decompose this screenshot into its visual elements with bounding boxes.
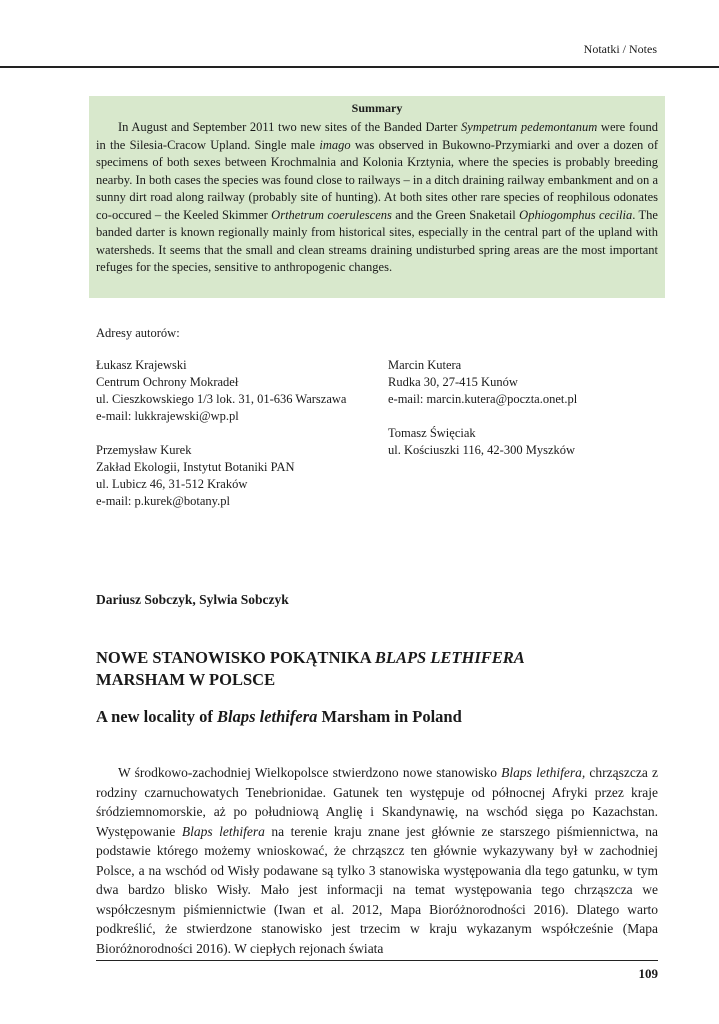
footer-rule xyxy=(96,960,658,961)
running-header: Notatki / Notes xyxy=(583,42,657,56)
address-block: Łukasz Krajewski Centrum Ochrony Mokradeł ul. Cieszkowskiego 1/3 lok. 31, 01-636 Warszawa e-mail: lukkrajewski@wp.pl xyxy=(96,358,347,423)
article-authors: Dariusz Sobczyk, Sylwia Sobczyk xyxy=(96,592,289,607)
summary-text: In August and September 2011 two new sites of the Banded Darter Sympetrum pedemontanum were found in the Silesia-Cracow Upland. Single male imago was observed in Bukowno-Przymiarki and over a dozen of specimens of both sexes between Krochmalnia and Kolonia Krztynia, where the species is probably breeding nearby. In both cases the species was found close to railways – in a ditch draining railway embankment and on a sunny dirt road along railway (probably site of hunting). At both sites other rare species of reophilous odonates co-occured – the Keeled Skimmer Orthetrum coerulescens and the Green Snaketail Ophiogomphus cecilia. The banded darter is known regionally mainly from historical sites, especially in the central part of the upland with watersheds. It seems that the small and clean streams draining undisturbed spring areas are the most important refuges for the species, sensitive to anthropogenic changes. xyxy=(96,120,658,274)
summary-box xyxy=(89,96,665,298)
addresses-right-column xyxy=(388,357,577,476)
address-block: Przemysław Kurek Zakład Ekologii, Instytut Botaniki PAN ul. Lubicz 46, 31-512 Kraków e-mail: p.kurek@botany.pl xyxy=(96,443,295,508)
address-block: Marcin Kutera Rudka 30, 27-415 Kunów e-mail: marcin.kutera@poczta.onet.pl xyxy=(388,358,578,406)
header-rule xyxy=(0,66,719,68)
summary-title: Summary xyxy=(351,101,403,115)
addresses-label: Adresy autorów: xyxy=(96,326,180,340)
address-block: Tomasz Święciak ul. Kościuszki 116, 42-300 Myszków xyxy=(388,426,576,457)
article-title-english: A new locality of Blaps lethifera Marsham in Poland xyxy=(96,707,462,726)
article-title-polish: NOWE STANOWISKO POKĄTNIKA BLAPS LETHIFERA MARSHAM W POLSCE xyxy=(96,648,525,689)
page-number: 109 xyxy=(638,966,658,981)
article-body: W środkowo-zachodniej Wielkopolsce stwierdzono nowe stanowisko Blaps lethifera, chrząszcza z rodziny czarnuchowatych Tenebrionidae. Gatunek ten występuje od północnej Afryki przez kraje śródziemnomorskie, aż po południową Anglię i Skandynawię, na wschód sięga po Kazachstan. Występowanie Blaps lethifera na terenie kraju znane jest głównie ze starszego piśmiennictwa, na podstawie którego możemy wnioskować, że chrząszcz ten głównie wykazywany był w zachodniej Polsce, a na wschód od Wisły podawane są tylko 3 stanowiska występowania dla tego gatunku, w tym dwa bardzo blisko Wisły. Mało jest informacji na temat występowania tego chrząszcza we współczesnym piśmiennictwie (Iwan et al. 2012, Mapa Bioróżnorodności 2016). Dlatego warto podkreślić, że stwierdzone stanowisko jest trzecim w kraju wykazanym współcześnie (Mapa Bioróżnorodności 2016). W ciepłych rejonach świata xyxy=(96,765,658,956)
addresses-left-column xyxy=(96,357,346,527)
